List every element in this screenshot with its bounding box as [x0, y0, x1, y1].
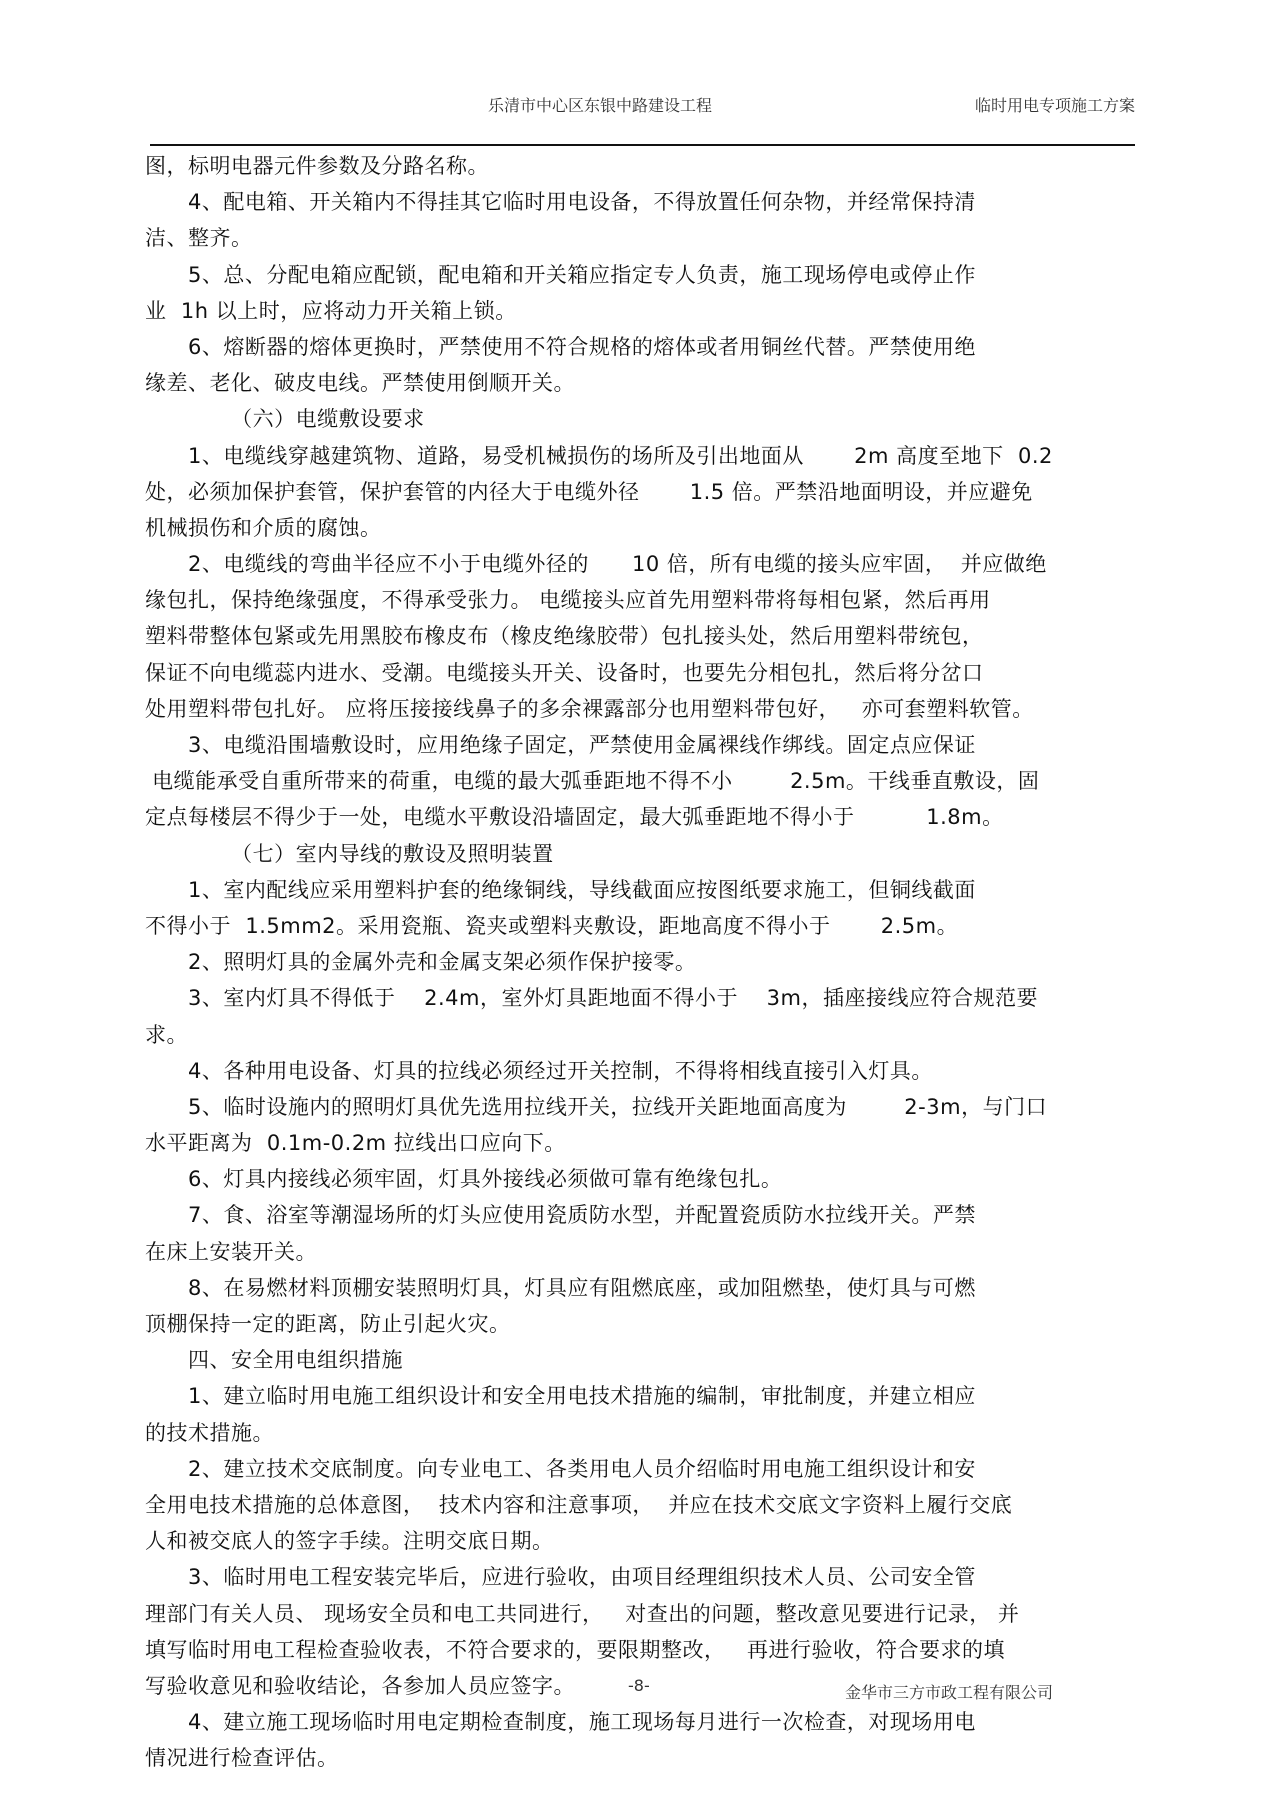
page-header: [150, 93, 1135, 141]
text-line: 填写临时用电工程检查验收表，不符合要求的，要限期整改， 再进行验收，符合要求的填: [145, 1637, 1006, 1662]
text-line: （六）电缆敷设要求: [145, 407, 425, 432]
text-line: 2、照明灯具的金属外壳和金属支架必须作保护接零。: [145, 950, 697, 975]
text-line: 4、各种用电设备、灯具的拉线必须经过开关控制，不得将相线直接引入灯具。: [145, 1058, 933, 1083]
text-line: 2、电缆线的弯曲半径应不小于电缆外径的 10 倍，所有电缆的接头应牢固， 并应做绝: [145, 552, 1047, 577]
footer-company: 金华市三方市政工程有限公司: [845, 1683, 1054, 1702]
text-line: 1、电缆线穿越建筑物、道路，易受机械损伤的场所及引出地面从 2m 高度至地下 0.2: [145, 443, 1053, 468]
text-line: 6、熔断器的熔体更换时，严禁使用不符合规格的熔体或者用铜丝代替。严禁使用绝: [145, 334, 976, 359]
text-line: 全用电技术措施的总体意图， 技术内容和注意事项， 并应在技术交底文字资料上履行交底: [145, 1492, 1013, 1517]
text-line: 写验收意见和验收结论，各参加人员应签字。: [145, 1673, 575, 1698]
text-line: 3、电缆沿围墙敷设时，应用绝缘子固定，严禁使用金属裸线作绑线。固定点应保证: [145, 733, 976, 757]
text-line: 3、室内灯具不得低于 2.4m，室外灯具距地面不得小于 3m，插座接线应符合规范要: [145, 986, 1038, 1011]
text-line: 3、临时用电工程安装完毕后，应进行验收，由项目经理组织技术人员、公司安全管: [145, 1565, 976, 1590]
text-line: 1、室内配线应采用塑料护套的绝缘铜线，导线截面应按图纸要求施工，但铜线截面: [145, 877, 976, 902]
text-line: （七）室内导线的敷设及照明装置: [145, 841, 554, 866]
text-line: 洁、整齐。: [145, 226, 253, 251]
text-line: 情况进行检查评估。: [145, 1746, 339, 1771]
text-line: 水平距离为 0.1m-0.2m 拉线出口应向下。: [145, 1131, 566, 1156]
text-line: 保证不向电缆蕊内进水、受潮。电缆接头开关、设备时，也要先分相包扎，然后将分岔口: [145, 660, 984, 685]
text-line: 缘包扎，保持绝缘强度，不得承受张力。 电缆接头应首先用塑料带将每相包紧，然后再用: [145, 588, 991, 613]
text-line: 理部门有关人员、 现场安全员和电工共同进行， 对查出的问题，整改意见要进行记录， 并: [145, 1601, 1020, 1626]
text-line: 缘差、老化、破皮电线。严禁使用倒顺开关。: [145, 371, 575, 396]
text-line: 图，标明电器元件参数及分路名称。: [145, 154, 489, 178]
text-line: 机械损伤和介质的腐蚀。: [145, 515, 382, 540]
text-line: 处，必须加保护套管，保护套管的内径大于电缆外径 1.5 倍。严禁沿地面明设，并应避免: [145, 479, 1033, 504]
text-line: 四、安全用电组织措施: [145, 1348, 404, 1373]
text-line: 求。: [145, 1022, 188, 1047]
text-line: 5、临时设施内的照明灯具优先选用拉线开关，拉线开关距地面高度为 2-3m，与门口: [145, 1094, 1048, 1119]
header-divider: [150, 144, 1135, 146]
text-line: 6、灯具内接线必须牢固，灯具外接线必须做可靠有绝缘包扎。: [145, 1167, 783, 1192]
text-line: 塑料带整体包紧或先用黑胶布橡皮布（橡皮绝缘胶带）包扎接头处，然后用塑料带统包，: [145, 624, 984, 649]
text-line: 2、建立技术交底制度。向专业电工、各类用电人员介绍临时用电施工组织设计和安: [145, 1456, 976, 1481]
header-document-title: 临时用电专项施工方案: [974, 96, 1135, 115]
text-line: 业 1h 以上时，应将动力开关箱上锁。: [145, 298, 517, 323]
text-line: 的技术措施。: [145, 1420, 274, 1445]
text-line: 电缆能承受自重所带来的荷重，电缆的最大弧垂距地不得不小 2.5m。干线垂直敷设，固: [145, 769, 1040, 794]
body-text: [145, 148, 1145, 1776]
text-line: 不得小于 1.5mm2。采用瓷瓶、瓷夹或塑料夹敷设，距地高度不得小于 2.5m。: [145, 913, 959, 938]
text-line: 7、食、浴室等潮湿场所的灯头应使用瓷质防水型，并配置瓷质防水拉线开关。严禁: [145, 1203, 976, 1228]
text-line: 8、在易燃材料顶棚安装照明灯具，灯具应有阻燃底座，或加阻燃垫，使灯具与可燃: [145, 1275, 976, 1300]
text-line: 顶棚保持一定的距离，防止引起火灾。: [145, 1312, 511, 1336]
text-line: 在床上安装开关。: [145, 1239, 317, 1264]
text-line: 4、配电箱、开关箱内不得挂其它临时用电设备，不得放置任何杂物，并经常保持清: [145, 190, 976, 215]
text-line: 处用塑料带包扎好。 应将压接接线鼻子的多余裸露部分也用塑料带包好， 亦可套塑料软管。: [145, 696, 1034, 721]
text-line: 人和被交底人的签字手续。注明交底日期。: [145, 1529, 554, 1554]
text-line: 1、建立临时用电施工组织设计和安全用电技术措施的编制，审批制度，并建立相应: [145, 1384, 976, 1409]
page-number: -8-: [628, 1676, 650, 1695]
text-line: 定点每楼层不得少于一处，电缆水平敷设沿墙固定，最大弧垂距地不得小于 1.8m。: [145, 805, 1004, 830]
header-project-title: 乐清市中心区东银中路建设工程: [488, 96, 713, 115]
text-line: 5、总、分配电箱应配锁，配电箱和开关箱应指定专人负责，施工现场停电或停止作: [145, 262, 976, 287]
text-line: 4、建立施工现场临时用电定期检查制度，施工现场每月进行一次检查，对现场用电: [145, 1710, 976, 1735]
